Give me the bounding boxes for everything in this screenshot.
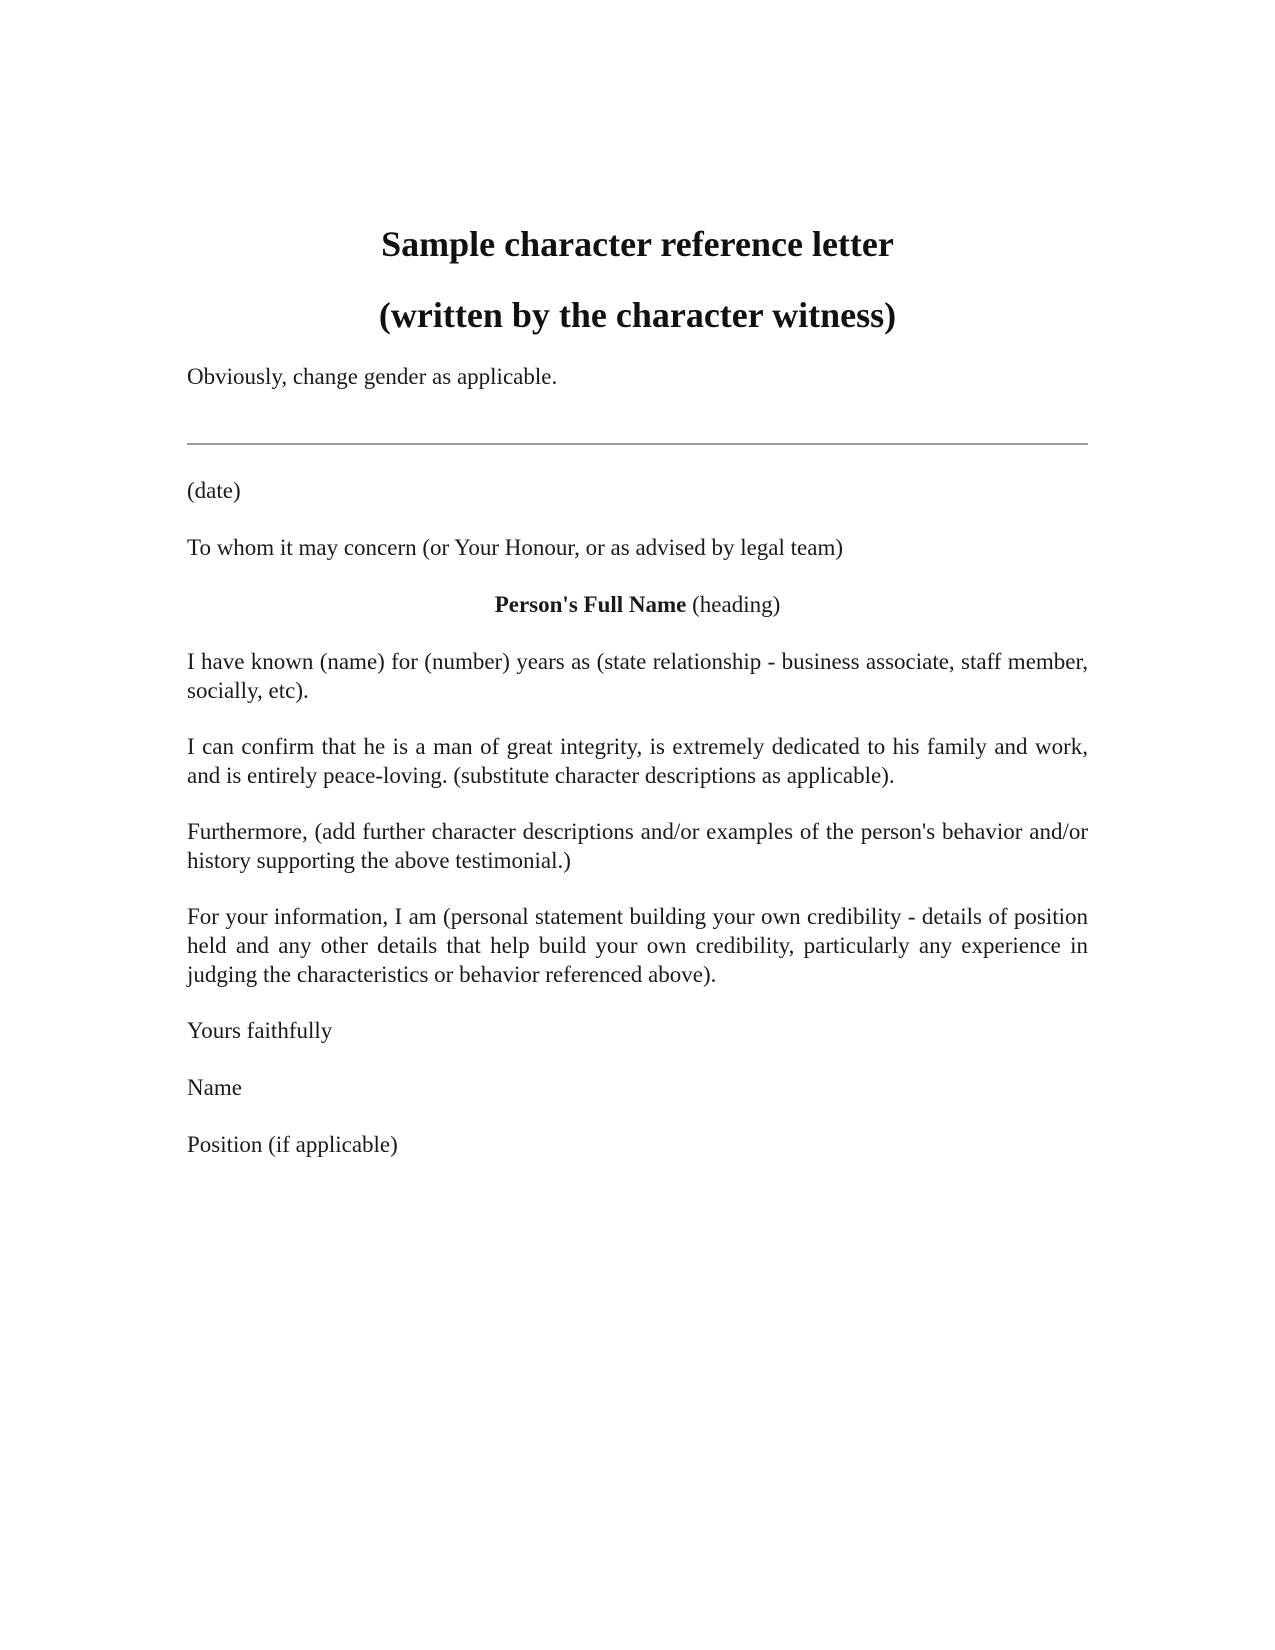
- paragraph-credibility: For your information, I am (personal statement building your own credibility - details of position held and any other details that help build your own credibility, particularly any experience in judging the characteristics or behavior referenced above).: [187, 904, 1088, 987]
- paragraph-character: I can confirm that he is a man of great integrity, is extremely dedicated to his family and work, and is entirely peace-loving. (substitute character descriptions as applicable).: [187, 734, 1088, 788]
- salutation: To whom it may concern (or Your Honour, or as advised by legal team): [187, 535, 844, 560]
- heading-suffix: (heading): [686, 592, 781, 617]
- person-heading: [187, 590, 1088, 619]
- person-full-name: Person's Full Name: [494, 592, 687, 617]
- paragraph-furthermore: Furthermore, (add further character descriptions and/or examples of the person's behavior and/or history supporting the above testimonial.): [187, 819, 1088, 873]
- gender-note: Obviously, change gender as applicable.: [187, 364, 558, 389]
- date-placeholder: (date): [187, 478, 241, 503]
- horizontal-divider: [187, 443, 1088, 445]
- paragraph-relationship: I have known (name) for (number) years as (state relationship - business associate, staff member, socially, etc).: [187, 649, 1088, 703]
- document-subtitle: (written by the character witness): [378, 295, 897, 335]
- document-title: Sample character reference letter: [381, 224, 894, 264]
- closing: Yours faithfully: [187, 1018, 333, 1043]
- signature-position: Position (if applicable): [187, 1132, 398, 1157]
- signature-name: Name: [187, 1075, 242, 1100]
